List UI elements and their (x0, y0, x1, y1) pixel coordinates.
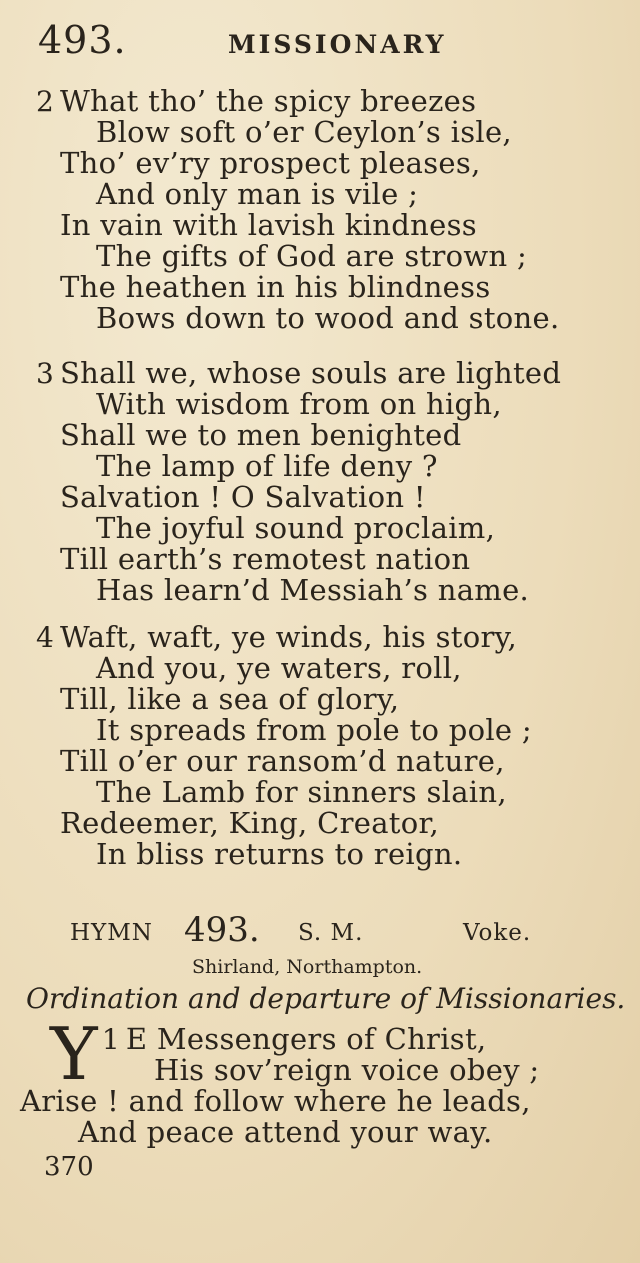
hymn-label: HYMN (70, 920, 153, 946)
page-header (38, 18, 600, 68)
stanza-3 (36, 358, 616, 606)
stanza-4 (36, 622, 616, 870)
verse-line: With wisdom from on high, (96, 387, 502, 421)
verse-line: The heathen in his blindness (60, 270, 491, 304)
verse-line: The joyful sound proclaim, (96, 511, 496, 545)
verse-line: Till, like a sea of glory, (60, 682, 400, 716)
verse-line: In bliss returns to reign. (96, 837, 463, 871)
verse-line: His sov’reign voice obey ; (154, 1053, 540, 1087)
hymn-meter: S. M. (298, 920, 364, 946)
stanza-2 (36, 86, 616, 334)
stanza-number: 2 (36, 85, 55, 118)
hymn-subject: Ordination and departure of Missionaries. (26, 982, 626, 1015)
verse-line: 4 Waft, waft, ye winds, his story, (36, 620, 518, 654)
footer-page-number: 370 (44, 1152, 94, 1182)
verse-line: And you, ye waters, roll, (96, 651, 462, 685)
stanza-number: 1 (101, 1023, 120, 1056)
verse-line: 2 What tho’ the spicy breezes (36, 84, 477, 118)
hymn-verse-1 (20, 1012, 620, 1149)
verse-line: Salvation ! O Salvation ! (60, 480, 426, 514)
verse-line: Till earth’s remotest nation (60, 542, 471, 576)
verse-line: It spreads from pole to pole ; (96, 713, 532, 747)
verse-line: Blow soft o’er Ceylon’s isle, (96, 115, 512, 149)
verse-line: 1 Y E Messengers of Christ, (50, 1012, 487, 1096)
stanza-number: 4 (36, 621, 55, 654)
verse-line: And peace attend your way. (78, 1115, 493, 1149)
alternate-tunes: Shirland, Northampton. (192, 956, 423, 978)
verse-line: Till o’er our ransom’d nature, (60, 744, 505, 778)
hymn-heading (70, 910, 600, 950)
verse-line: Shall we to men benighted (60, 418, 462, 452)
verse-line: Bows down to wood and stone. (96, 301, 560, 335)
verse-line: Has learn’d Messiah’s name. (96, 573, 530, 607)
hymn-tune: Voke. (463, 920, 532, 946)
verse-line: 3 Shall we, whose souls are lighted (36, 356, 562, 390)
verse-line: The gifts of God are strown ; (96, 239, 528, 273)
verse-line: The Lamb for sinners slain, (96, 775, 507, 809)
verse-line: The lamp of life deny ? (96, 449, 438, 483)
running-head: MISSIONARY (228, 30, 447, 59)
verse-line: Redeemer, King, Creator, (60, 806, 439, 840)
verse-line: Tho’ ev’ry prospect pleases, (60, 146, 481, 180)
hymn-number-header: 493. (38, 18, 127, 62)
hymn-number: 493. (184, 910, 260, 950)
stanza-number: 3 (36, 357, 55, 390)
verse-line: And only man is vile ; (96, 177, 419, 211)
verse-line: In vain with lavish kindness (60, 208, 477, 242)
drop-cap: Y (50, 1012, 98, 1096)
verse-line: Arise ! and follow where he leads, (20, 1084, 531, 1118)
